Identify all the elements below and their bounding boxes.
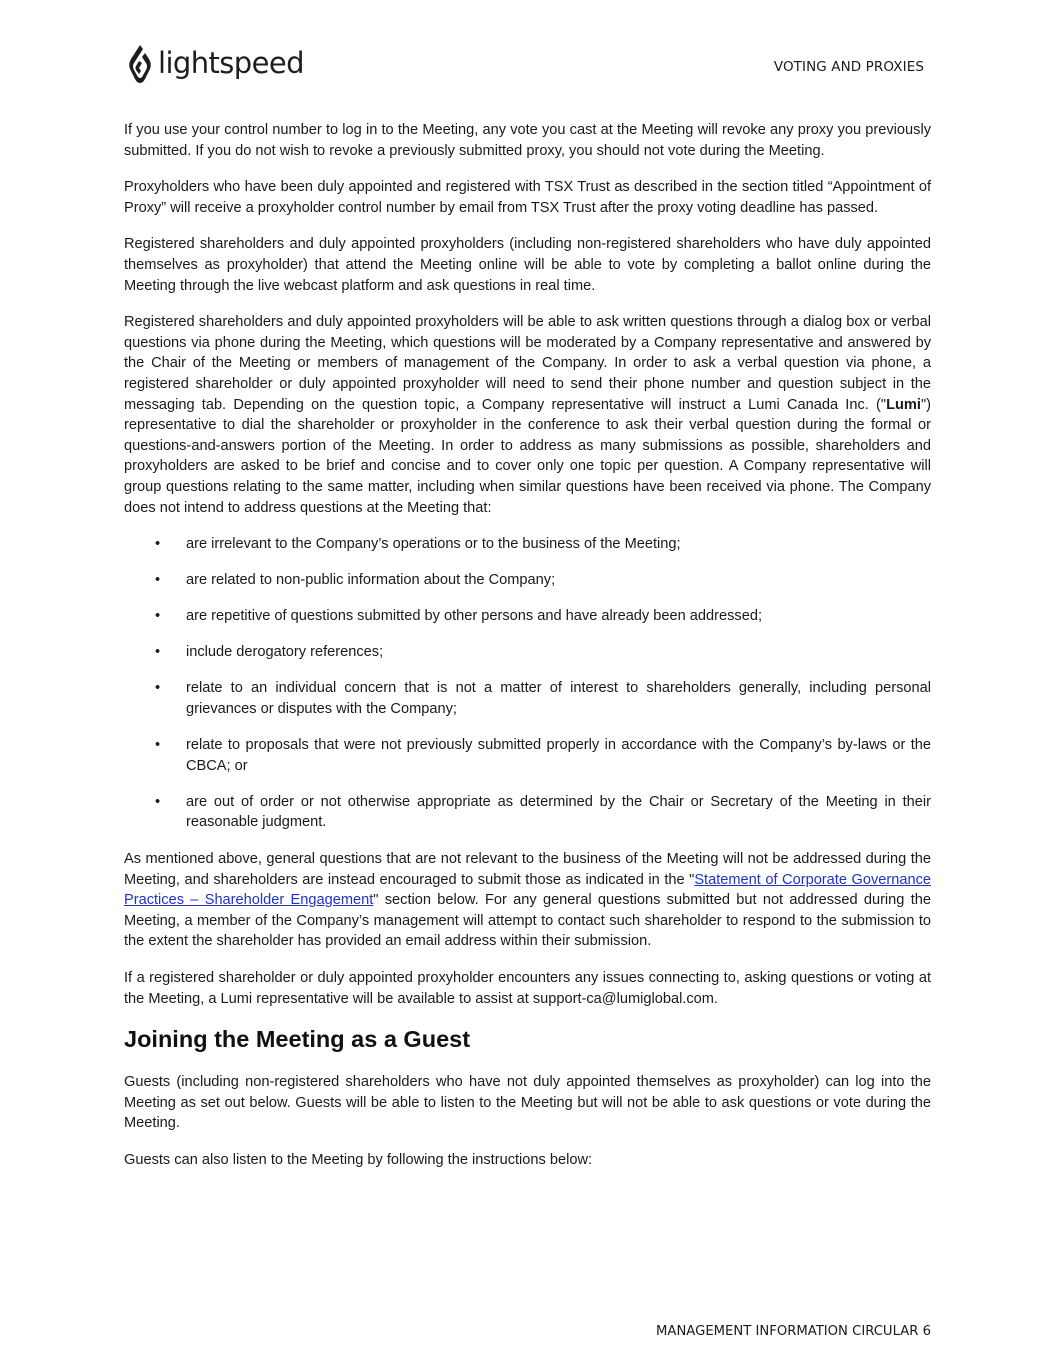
list-item: • are repetitive of questions submitted by other persons and have already been addressed;	[124, 606, 931, 627]
excluded-questions-list	[124, 534, 931, 833]
paragraph-control-number: If you use your control number to log in to the Meeting, any vote you cast at the Meeting will revoke any proxy you previously submitted. If you do not wish to revoke a previously submitted proxy, you should not vote during the Meeting.	[124, 122, 931, 159]
logo-wordmark: lightspeed	[158, 45, 304, 80]
list-item: • are related to non-public information about the Company;	[124, 570, 931, 591]
bullet-icon: •	[155, 536, 161, 553]
flame-logo-icon	[126, 43, 154, 87]
page-header	[0, 0, 1055, 100]
paragraph-guests: Guests (including non-registered shareholders who have not duly appointed themselves as proxyholder) can log into the Meeting as set out below. Guests will be able to listen to the Meeting but will not be able to ask questions or vote during the Meeting.	[124, 1074, 931, 1132]
page-footer: MANAGEMENT INFORMATION CIRCULAR 6	[656, 1324, 931, 1339]
section-label: VOTING AND PROXIES	[773, 59, 924, 75]
document-body	[124, 120, 931, 1187]
lightspeed-logo	[126, 42, 304, 88]
bullet-icon: •	[155, 793, 161, 810]
list-item: • are irrelevant to the Company’s operations or to the business of the Meeting;	[124, 534, 931, 555]
list-item: • are out of order or not otherwise appropriate as determined by the Chair or Secretary of the Meeting in their reasonable judgment.	[155, 793, 931, 831]
paragraph-general-questions: As mentioned above, general questions that are not relevant to the business of the Meeting will not be addressed during the Meeting, and shareholders are instead encouraged to submit those as indicated in the "Statement of Corporate Governance Practices – Shareholder Engagement" section below. For any general questions submitted but not addressed during the Meeting, a member of the Company’s management will attempt to contact such shareholder to respond to the submission to the extent the shareholder has provided an email address within their submission.	[124, 851, 931, 950]
bullet-icon: •	[155, 737, 161, 754]
paragraph-asking-questions	[124, 312, 931, 518]
shareholder-engagement-link[interactable]: Statement of Corporate Governance Practices – Shareholder Engagement	[124, 871, 931, 909]
list-item: • relate to proposals that were not previously submitted properly in accordance with the Company’s by-laws or the CBCA; or	[155, 737, 931, 774]
list-item: • relate to an individual concern that is not a matter of interest to shareholders generally, including personal grievances or disputes with the Company;	[155, 680, 931, 718]
questions-text-part2: ") representative to dial the shareholder or proxyholder in the conference to ask their verbal question during the formal or questions-and-answers portion of the Meeting. In order to address as many submissions as possible, shareholders and proxyholders are asked to be brief and concise and to cover only one topic per question. A Company representative will group questions relating to the same matter, including when similar questions have been received via phone. The Company does not intend to address questions at the Meeting that:	[124, 396, 931, 516]
paragraph-support: If a registered shareholder or duly appointed proxyholder encounters any issues connecting to, asking questions or voting at the Meeting, a Lumi representative will be available to assist at support-ca@lumiglobal.com.	[124, 970, 931, 1007]
bullet-icon: •	[155, 680, 161, 697]
paragraph-proxyholders: Proxyholders who have been duly appointed and registered with TSX Trust as described in the section titled “Appointment of Proxy” will receive a proxyholder control number by email from TSX Trust after the proxy voting deadline has passed.	[124, 179, 931, 216]
questions-text-part1: Registered shareholders and duly appointed proxyholders will be able to ask written questions through a dialog box or verbal questions via phone during the Meeting, which questions will be moderated by a Company representative and answered by the Chair of the Meeting or members of management of the Company. In order to ask a verbal question via phone, a registered shareholder or duly appointed proxyholder will need to send their phone number and question subject in the messaging tab. Depending on the question topic, a Company representative will instruct a Lumi Canada Inc. ("	[124, 314, 931, 413]
paragraph-guests-listen: Guests can also listen to the Meeting by following the instructions below:	[124, 1151, 593, 1168]
paragraph-voting-online: Registered shareholders and duly appointed proxyholders (including non-registered shareholders who have duly appointed themselves as proxyholder) that attend the Meeting online will be able to vote by completing a ballot online during the Meeting through the live webcast platform and ask questions in real time.	[124, 236, 931, 294]
bullet-icon: •	[155, 572, 161, 589]
bullet-icon: •	[155, 644, 161, 661]
section-heading-guest: Joining the Meeting as a Guest	[124, 1026, 471, 1053]
bullet-icon: •	[155, 608, 161, 625]
lumi-defined-term: Lumi	[886, 396, 921, 413]
list-item: • include derogatory references;	[124, 642, 931, 663]
